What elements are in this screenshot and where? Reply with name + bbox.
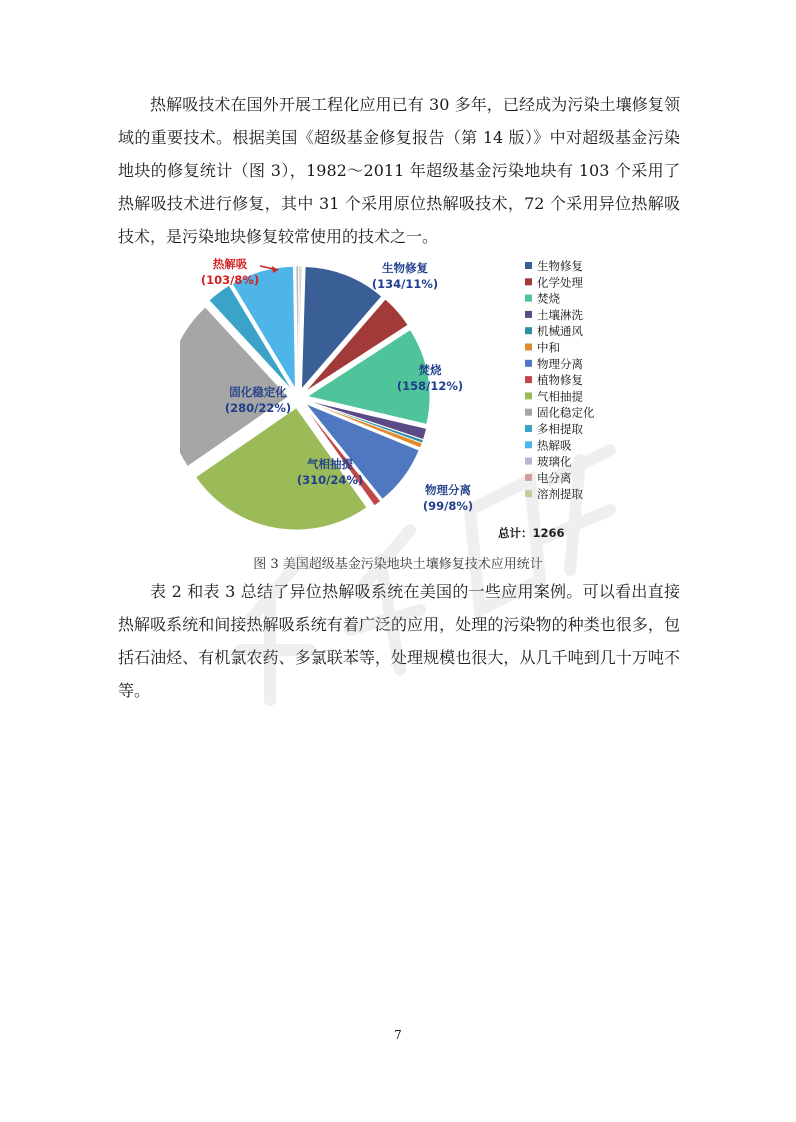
slice-sublabel-7: (99/8%) bbox=[422, 499, 474, 513]
legend-label-7: 物理分离 bbox=[537, 356, 583, 371]
slice-label-7: 物理分离 bbox=[425, 483, 471, 497]
figure-caption: 图 3 美国超级基金污染地块土壤修复技术应用统计 bbox=[253, 557, 543, 572]
body-paragraph-1: 热解吸技术在国外开展工程化应用已有 30 多年，已经成为污染土壤修复领域的重要技术。根据美国《超级基金修复报告（第 14 版）》中对超级基金污染地块的修复统计（图 3），1982～2011 年超级基金污染地块有 103 个采用了热解吸技术进行修复，其中 31 个采用原位热解吸技术，72 个采用异位热解吸技术，是污染地块修复较常使用的技术之一。 bbox=[118, 95, 680, 246]
slice-label-9: 气相抽提 bbox=[307, 457, 353, 471]
slice-sublabel-1: (134/11%) bbox=[371, 277, 439, 291]
legend-label-10: 固化稳定化 bbox=[537, 405, 595, 420]
legend-swatch-14 bbox=[525, 474, 532, 481]
legend-label-14: 电分离 bbox=[537, 470, 572, 485]
legend-swatch-15 bbox=[525, 490, 532, 497]
legend-swatch-13 bbox=[525, 458, 532, 465]
legend-label-11: 多相提取 bbox=[537, 422, 583, 436]
legend-swatch-1 bbox=[525, 262, 532, 269]
legend-swatch-12 bbox=[525, 441, 532, 448]
pie-chart bbox=[180, 256, 620, 546]
legend-swatch-4 bbox=[525, 311, 532, 318]
legend-swatch-5 bbox=[525, 327, 532, 334]
legend-label-1: 生物修复 bbox=[537, 259, 583, 273]
legend-label-6: 中和 bbox=[537, 340, 560, 355]
legend-swatch-3 bbox=[525, 295, 532, 302]
legend-label-2: 化学处理 bbox=[537, 275, 583, 290]
legend-label-13: 玻璃化 bbox=[537, 454, 572, 469]
legend-label-12: 热解吸 bbox=[537, 438, 572, 453]
slice-sublabel-9: (310/24%) bbox=[296, 473, 364, 487]
slice-label-10: 固化稳定化 bbox=[229, 385, 287, 399]
legend-label-5: 机械通风 bbox=[537, 324, 583, 339]
slice-label-12: 热解吸 bbox=[212, 257, 248, 271]
slice-label-3: 焚烧 bbox=[418, 363, 442, 377]
legend-label-15: 溶剂提取 bbox=[537, 487, 583, 502]
body-paragraph-2: 表 2 和表 3 总结了异位热解吸系统在美国的一些应用案例。可以看出直接热解吸系统和间接热解吸系统有着广泛的应用，处理的污染物的种类也很多，包括石油烃、有机氯农药、多氯联苯等，处理规模也很大，从几千吨到几十万吨不等。 bbox=[118, 582, 680, 700]
slice-sublabel-10: (280/22%) bbox=[224, 401, 292, 415]
legend-swatch-11 bbox=[525, 425, 532, 432]
chart-total: 总计：1266 bbox=[498, 526, 565, 540]
legend-swatch-7 bbox=[525, 360, 532, 367]
legend-label-4: 土壤淋洗 bbox=[537, 307, 583, 322]
legend-label-9: 气相抽提 bbox=[537, 389, 583, 404]
legend-swatch-2 bbox=[525, 278, 532, 285]
legend-swatch-6 bbox=[525, 344, 532, 351]
legend-label-8: 植物修复 bbox=[537, 373, 583, 388]
slice-label-1: 生物修复 bbox=[382, 261, 428, 275]
legend-swatch-10 bbox=[525, 409, 532, 416]
legend-swatch-9 bbox=[525, 392, 532, 399]
legend-label-3: 焚烧 bbox=[537, 291, 560, 306]
legend-swatch-8 bbox=[525, 376, 532, 383]
pie-chart-svg bbox=[180, 256, 620, 546]
page-number: 7 bbox=[394, 1028, 402, 1042]
slice-sublabel-3: (158/12%) bbox=[396, 379, 464, 393]
slice-sublabel-12: (103/8%) bbox=[200, 273, 260, 287]
